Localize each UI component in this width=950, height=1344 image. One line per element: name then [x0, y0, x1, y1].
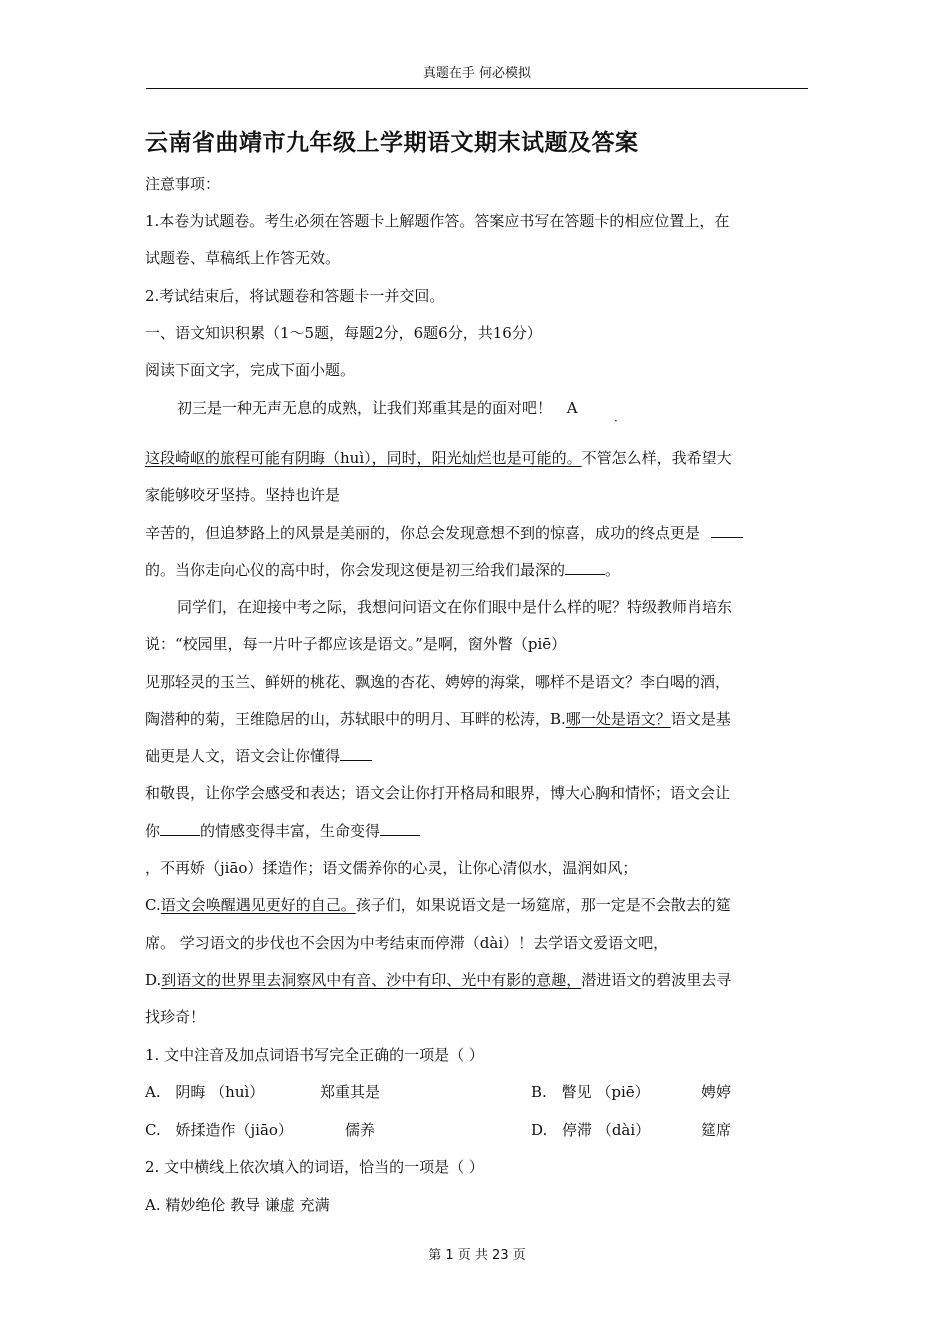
option-text: 瞥见 （piē） [561, 1083, 650, 1101]
passage-text: 的。当你走向心仪的高中时，你会发现这便是初三给我们最深的 [145, 561, 566, 579]
passage-text: C. [145, 896, 161, 914]
fill-blank [340, 746, 372, 761]
notice-item-1-line-1: 1.本卷为试题卷。考生必须在答题卡上解题作答。答案应书写在答题卡的相应位置上，在 [145, 212, 730, 230]
notice-heading: 注意事项： [145, 175, 221, 193]
passage-line [177, 398, 578, 418]
passage-line: 和敬畏，让你学会感受和表达；语文会让你打开格局和眼界，博大心胸和情怀；语文会让 [145, 784, 731, 802]
fill-blank [565, 560, 605, 575]
underlined-sentence-a: 这段崎岖的旅程可能有阴晦（huì），同时，阳光灿烂也是可能的。 [145, 449, 582, 467]
underlined-sentence-c: 语文会唤醒遇见更好的自己。 [160, 896, 356, 914]
passage-text: 语文是基 [670, 710, 731, 728]
fill-blank [711, 523, 743, 538]
option-label: C. [145, 1121, 161, 1139]
fill-blank [160, 821, 200, 836]
passage-text: 你 [145, 822, 161, 840]
option-label: A. [145, 1083, 161, 1101]
option-label: B. [531, 1083, 547, 1101]
passage-text: 不管怎么样，我希望大 [581, 449, 732, 467]
passage-line [145, 970, 731, 990]
passage-line: 同学们，在迎接中考之际，我想问问语文在你们眼中是什么样的呢？特级教师肖培东 [177, 598, 733, 616]
passage-text: 陶潜种的菊，王维隐居的山，苏轼眼中的明月、耳畔的松涛，B. [145, 710, 566, 728]
passage-line [145, 709, 731, 729]
passage-text: 辛苦的，但追梦路上的风景是美丽的，你总会发现意想不到的惊喜，成功的终点更是 [145, 524, 701, 542]
passage-line: 说：“校园里，每一片叶子都应该是语文。”是啊，窗外瞥（piē） [145, 635, 567, 653]
passage-text: 孩子们，如果说语文是一场筵席，那一定是不会散去的筵 [355, 896, 731, 914]
option-text: 娇揉造作（jiāo） [175, 1121, 293, 1139]
question-2-stem: 2. 文中横线上依次填入的词语，恰当的一项是（ ） [145, 1158, 484, 1176]
passage-line: 找珍奇！ [145, 1008, 206, 1026]
notice-item-2: 2.考试结束后，将试题卷和答题卡一并交回。 [145, 287, 445, 305]
page-footer: 第 1 页 共 23 页 [428, 1248, 526, 1263]
option-text: 娉婷 [701, 1083, 732, 1101]
passage-line [145, 523, 743, 543]
passage-line [145, 895, 731, 915]
question-1-option-c [145, 1120, 376, 1140]
option-label: D. [531, 1121, 548, 1139]
underlined-sentence-b: 哪一处是语文？ [565, 710, 671, 728]
option-text: 阴晦 （huì） [175, 1083, 265, 1101]
passage-text: 。 [605, 561, 621, 579]
document-title: 云南省曲靖市九年级上学期语文期末试题及答案 [145, 130, 639, 156]
option-text: 停滞 （dài） [562, 1121, 651, 1139]
passage-line [145, 821, 420, 841]
option-text: 郑重其是 [320, 1083, 381, 1101]
passage-text: 础更是人文，语文会让你懂得 [145, 747, 341, 765]
passage-line: 见那轻灵的玉兰、鲜妍的桃花、飘逸的杏花、娉婷的海棠，哪样不是语文？李白喝的酒， [145, 673, 731, 691]
question-1-stem: 1. 文中注音及加点词语书写完全正确的一项是（ ） [145, 1046, 484, 1064]
notice-item-1-line-2: 试题卷、草稿纸上作答无效。 [145, 249, 341, 267]
option-text: 儒养 [345, 1121, 376, 1139]
passage-text: 的情感变得丰富，生命变得 [200, 822, 381, 840]
passage-text: 初三是一种无声无息的成熟，让我们郑重其是的面对吧！ [177, 399, 553, 417]
question-2-option-a: A. 精妙绝伦 教导 谦虚 充满 [145, 1196, 330, 1214]
question-1-option-d [531, 1120, 732, 1140]
option-text: 筵席 [701, 1121, 732, 1139]
section-1-heading: 一、语文知识积累（1～5题，每题2分，6题6分，共16分） [145, 324, 542, 342]
fill-blank [380, 821, 420, 836]
passage-line: 席。 学习语文的步伐也不会因为中考结束而停滞（dài）！去学语文爱语文吧， [145, 934, 669, 952]
underlined-sentence-d: 到语文的世界里去洞察风中有音、沙中有印、光中有影的意趣， [161, 971, 582, 989]
passage-line [145, 560, 620, 580]
passage-line [145, 746, 372, 766]
question-1-option-b [531, 1082, 732, 1102]
page-header: 真题在手 何必模拟 [422, 66, 532, 81]
question-1-option-a [145, 1082, 381, 1102]
passage-line: ，不再娇（jiāo）揉造作；语文儒养你的心灵，让你心清似水，温润如风； [145, 859, 638, 877]
marker-a: A [566, 399, 578, 417]
passage-text: 潜进语文的碧波里去寻 [581, 971, 732, 989]
section-1-instruction: 阅读下面文字，完成下面小题。 [145, 361, 356, 379]
passage-text: D. [145, 971, 162, 989]
header-divider [146, 88, 808, 89]
passage-line [145, 448, 732, 468]
passage-line: 家能够咬牙坚持。坚持也许是 [145, 486, 341, 504]
emphasis-dot: · [614, 414, 618, 428]
